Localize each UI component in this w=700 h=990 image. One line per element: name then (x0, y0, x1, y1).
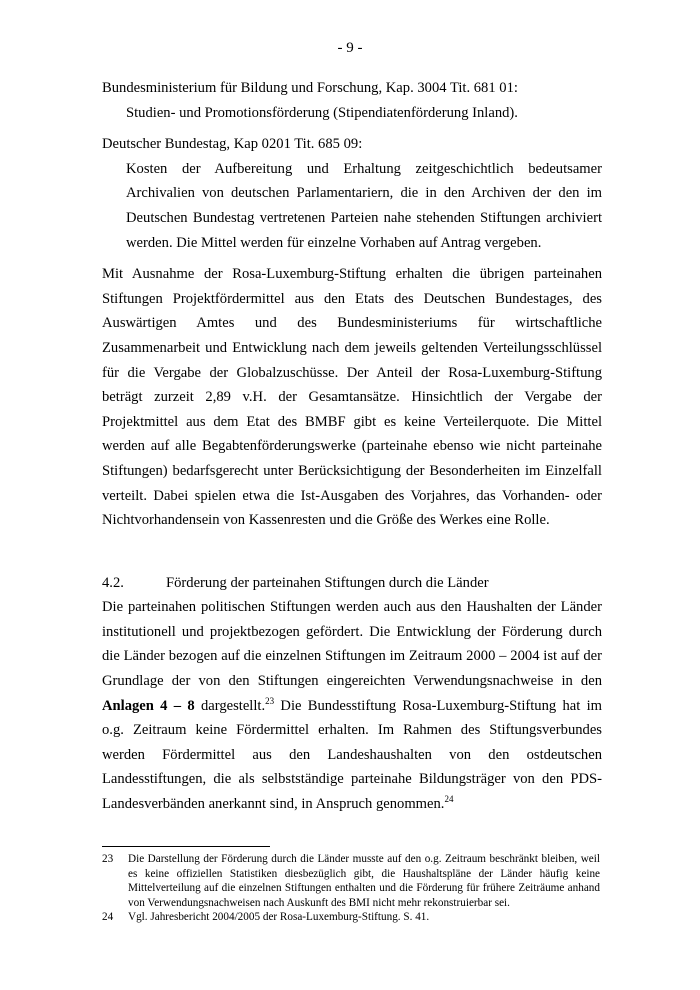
footnote-ref[interactable]: 24 (444, 794, 454, 805)
section-number: 4.2. (102, 574, 124, 591)
budget-item-title: Bundesministerium für Bildung und Forschung, Kap. 3004 Tit. 681 01: (102, 80, 518, 96)
budget-item (102, 76, 602, 125)
paragraph: Mit Ausnahme der Rosa-Luxemburg-Stiftung erhalten die übrigen parteinahen Stiftungen Projektfördermittel aus den Etats des Deutschen Bundestages, des Auswärtigen Amtes und des Bundesministeriums für wirtschaftliche Zusammenarbeit und Entwicklung nach dem jeweils geltenden Verteilungsschlüssel für die Vergabe der Globalzuschüsse. Der Anteil der Rosa-Luxemburg-Stiftung beträgt zurzeit 2,89 v.H. der Gesamtansätze. Hinsichtlich der Vergabe der Projektmittel aus dem Etat des BMBF gibt es keine Verteilerquote. Die Mittel werden auf alle Begabtenförderungswerke (parteinahe ebenso wie nicht parteinahe Stiftungen) bedarfsgerecht unter Berücksichtigung der Besonderheiten im Einzelfall verteilt. Dabei spielen etwa die Ist-Ausgaben des Vorjahres, das Vorhanden- oder Nichtvorhandensein von Kassenresten und die Größe des Werkes eine Rolle. (102, 266, 602, 529)
budget-item-desc: Kosten der Aufbereitung und Erhaltung zeitgeschichtlich bedeutsamer Archivalien von deutschen Parlamentariern, die in den Archiven der den im Deutschen Bundestag vertretenen Parteien nahe stehenden Stiftungen archiviert werden. Die Mittel werden für einzelne Vorhaben auf Antrag vergeben. (126, 160, 602, 251)
footnote (102, 910, 600, 925)
footnote-text: Vgl. Jahresbericht 2004/2005 der Rosa-Luxemburg-Stiftung. S. 41. (128, 911, 430, 924)
budget-item-desc: Studien- und Promotionsförderung (Stipendiatenförderung Inland). (126, 104, 518, 121)
footnote-number: 23 (102, 853, 114, 865)
footnote-ref[interactable]: 23 (265, 695, 275, 706)
footnote (102, 852, 600, 910)
section-paragraph (102, 595, 602, 816)
page-body (102, 76, 602, 817)
section-title: Förderung der parteinahen Stiftungen durch die Länder (166, 574, 489, 591)
footnotes (102, 852, 600, 925)
footnote-text: Die Darstellung der Förderung durch die Länder musste auf den o.g. Zeitraum beschränkt bleiben, weil es keine offiziellen Statistiken diesbezüglich gibt, die Haushaltspläne der Länder häufig keine Mittelverteilung auf die einzelnen Stiftungen enthalten und die Förderung für frühere Zeiträume anhand von Verwendungsnachweisen nach Auskunft des BMI nicht mehr rekonstruierbar sei. (128, 853, 600, 909)
budget-item-title: Deutscher Bundestag, Kap 0201 Tit. 685 09: (102, 136, 363, 153)
page-number: - 9 - (337, 40, 363, 56)
paragraph-text: dargestellt. (194, 697, 266, 714)
annex-reference: Anlagen 4 – 8 (102, 697, 195, 714)
paragraph-text: Die parteinahen politischen Stiftungen werden auch aus den Haushalten der Länder institutionell und projektbezogen gefördert. Die Entwicklung der Förderung durch die Länder bezogen auf die einzelnen Stiftungen im Zeitraum 2000 – 2004 ist auf der Grundlage der von den Stiftungen eingereichten Verwendungsnachweise in den (102, 599, 602, 690)
footnote-number: 24 (102, 911, 114, 924)
paragraph-text: Die Bundesstiftung Rosa-Luxemburg-Stiftung hat im o.g. Zeitraum keine Fördermittel erhalten. Im Rahmen des Stiftungsverbundes werden Fördermittel aus den Landeshaushalten von den ostdeutschen Landesstiftungen, die als selbstständige parteinahe Bildungsträger von den PDS-Landesverbänden anerkannt sind, in Anspruch genommen. (102, 697, 603, 813)
budget-item (102, 132, 602, 255)
footnote-divider (102, 846, 270, 847)
section-heading (102, 571, 602, 596)
